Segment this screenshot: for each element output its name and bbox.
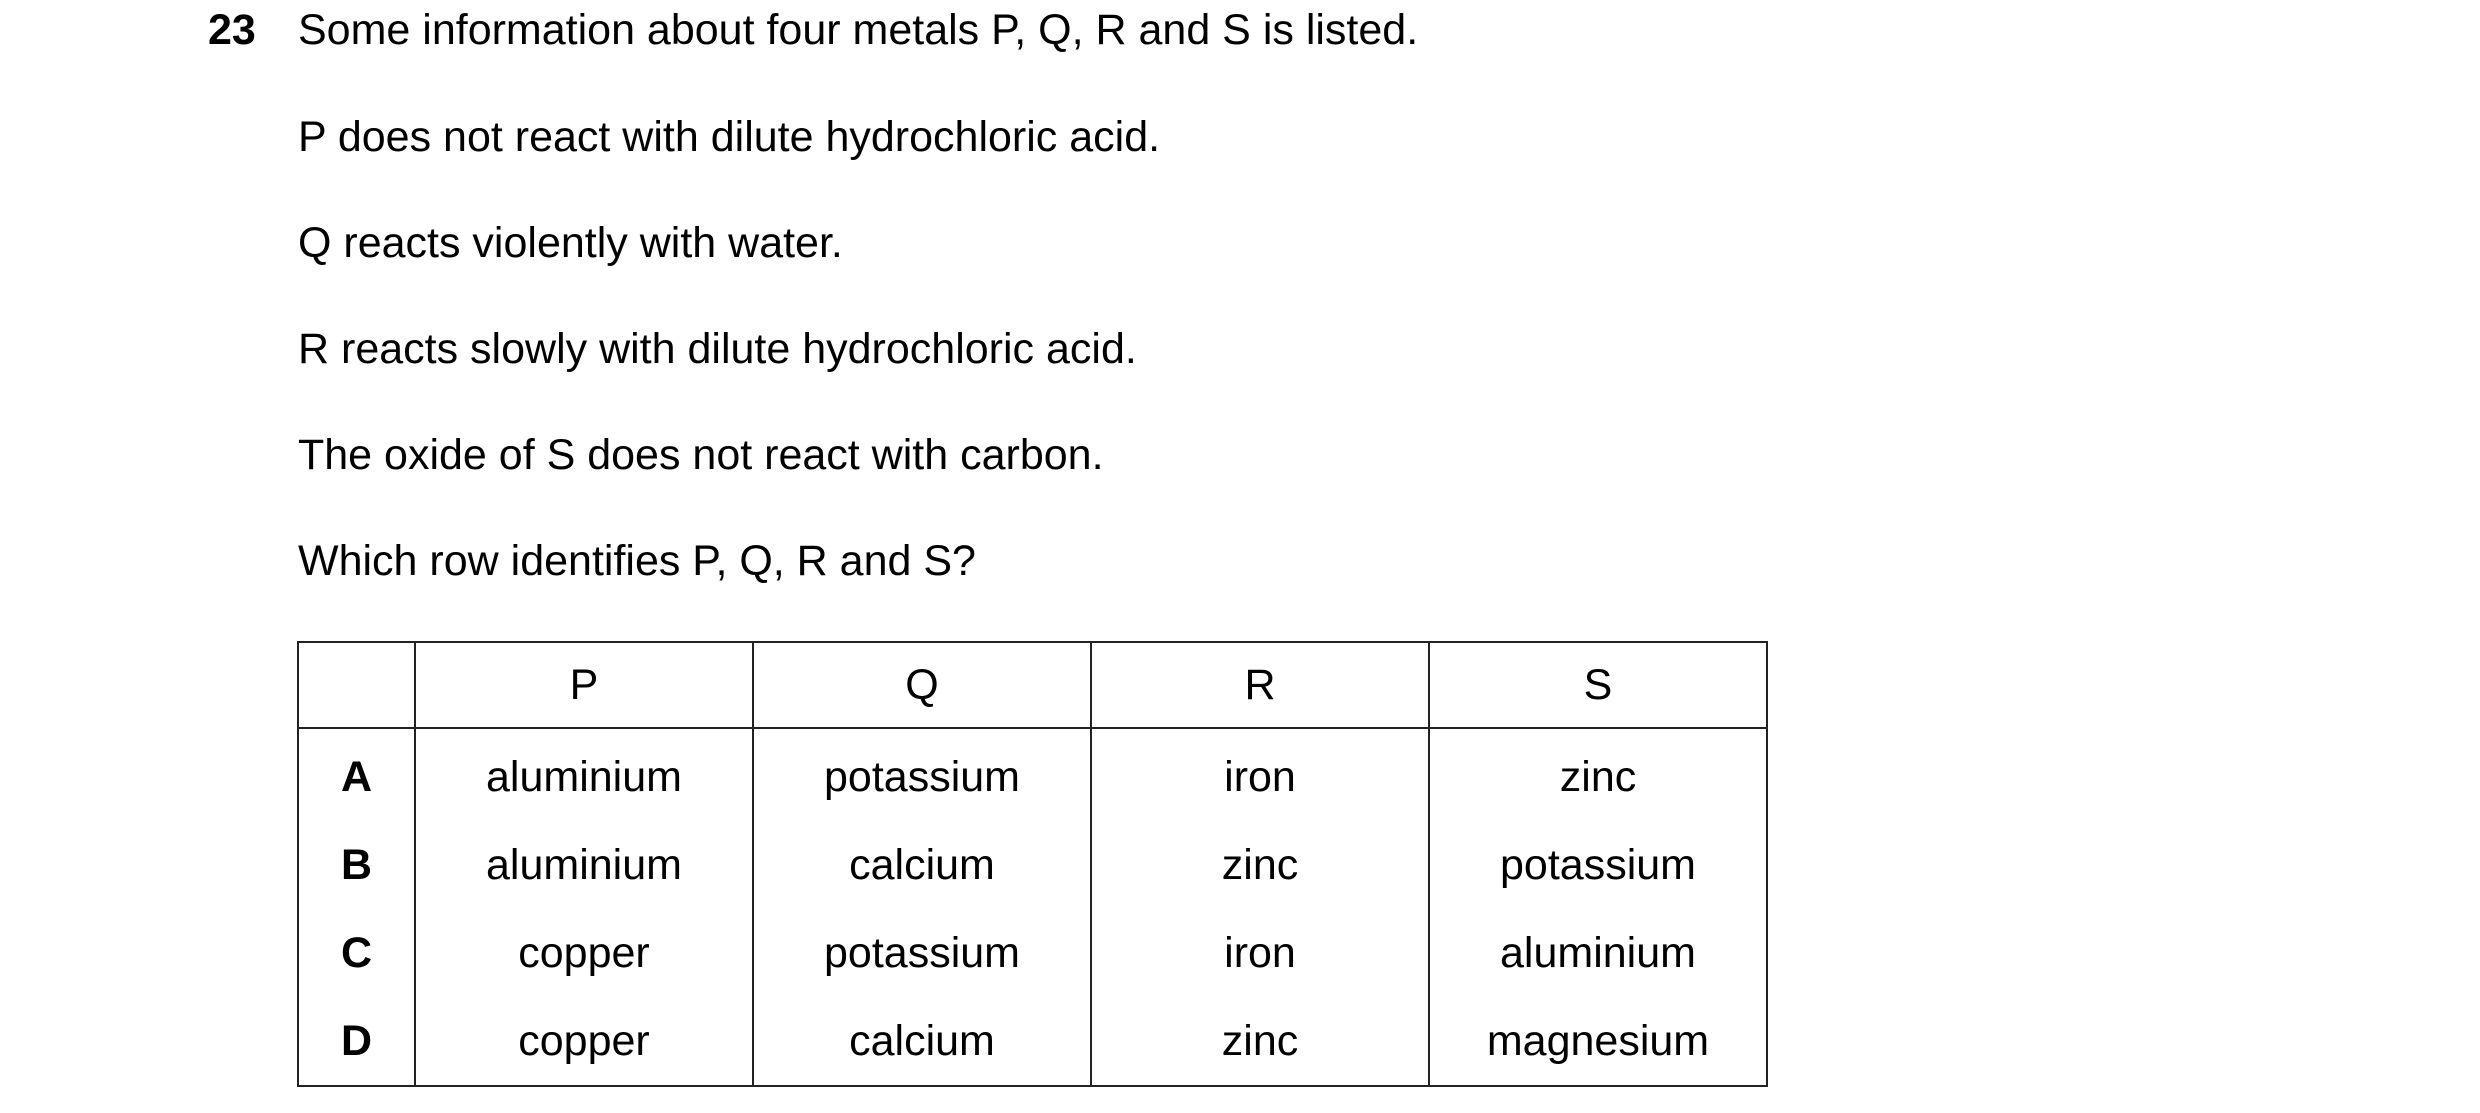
statement-r: R reacts slowly with dilute hydrochloric acid. xyxy=(298,325,1137,373)
header-cell-s: S xyxy=(1429,642,1767,728)
table-cell: aluminium xyxy=(1429,909,1767,997)
statement-q: Q reacts violently with water. xyxy=(298,219,843,267)
question-number: 23 xyxy=(208,6,256,54)
table-cell: iron xyxy=(1091,728,1429,821)
header-cell-blank xyxy=(298,642,415,728)
table-cell: copper xyxy=(415,997,753,1086)
table-cell: zinc xyxy=(1091,821,1429,909)
table-row-d xyxy=(298,997,1767,1086)
option-key: A xyxy=(298,728,415,821)
header-cell-q: Q xyxy=(753,642,1091,728)
header-cell-r: R xyxy=(1091,642,1429,728)
question-intro: Some information about four metals P, Q, R and S is listed. xyxy=(298,6,1419,54)
table-cell: iron xyxy=(1091,909,1429,997)
table-cell: zinc xyxy=(1429,728,1767,821)
table-cell: potassium xyxy=(1429,821,1767,909)
table-header-row xyxy=(298,642,1767,728)
table-cell: potassium xyxy=(753,909,1091,997)
table-cell: aluminium xyxy=(415,821,753,909)
option-key: D xyxy=(298,997,415,1086)
option-key: C xyxy=(298,909,415,997)
table-row-a xyxy=(298,728,1767,821)
statement-p: P does not react with dilute hydrochloric acid. xyxy=(298,113,1161,161)
table-cell: potassium xyxy=(753,728,1091,821)
header-cell-p: P xyxy=(415,642,753,728)
table-cell: aluminium xyxy=(415,728,753,821)
table-cell: magnesium xyxy=(1429,997,1767,1086)
table-cell: zinc xyxy=(1091,997,1429,1086)
answer-table xyxy=(297,641,1768,1087)
table-row-c xyxy=(298,909,1767,997)
table-row-b xyxy=(298,821,1767,909)
table-cell: copper xyxy=(415,909,753,997)
table-cell: calcium xyxy=(753,821,1091,909)
question-prompt: Which row identifies P, Q, R and S? xyxy=(298,537,976,585)
statement-s: The oxide of S does not react with carbon. xyxy=(298,431,1104,479)
option-key: B xyxy=(298,821,415,909)
table-cell: calcium xyxy=(753,997,1091,1086)
